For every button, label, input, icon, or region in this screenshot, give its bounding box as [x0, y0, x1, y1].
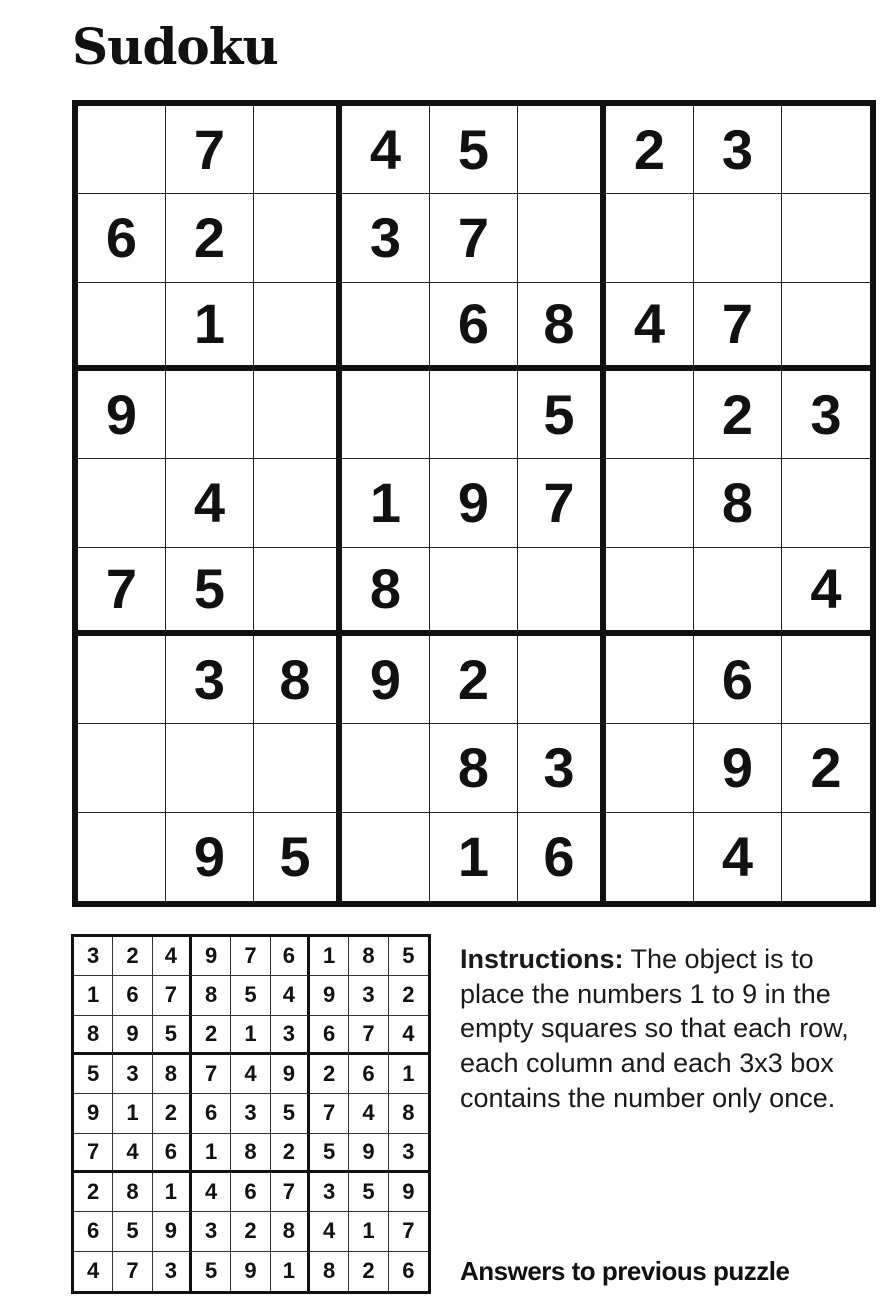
answer-cell: 1 — [271, 1252, 310, 1291]
sudoku-cell[interactable] — [342, 371, 430, 459]
sudoku-cell: 8 — [430, 724, 518, 812]
answer-cell: 6 — [153, 1134, 192, 1173]
sudoku-cell[interactable] — [782, 194, 870, 282]
answer-cell: 1 — [74, 976, 113, 1015]
answer-cell: 9 — [349, 1134, 388, 1173]
sudoku-cell[interactable] — [518, 636, 606, 724]
answer-cell: 9 — [231, 1252, 270, 1291]
answer-cell: 1 — [389, 1055, 428, 1094]
answer-cell: 7 — [113, 1252, 152, 1291]
sudoku-cell: 7 — [430, 194, 518, 282]
answer-cell: 3 — [271, 1016, 310, 1055]
answer-cell: 6 — [113, 976, 152, 1015]
sudoku-cell[interactable] — [342, 813, 430, 901]
sudoku-cell[interactable] — [606, 459, 694, 547]
sudoku-cell[interactable] — [254, 459, 342, 547]
answer-cell: 2 — [271, 1134, 310, 1173]
sudoku-cell[interactable] — [430, 371, 518, 459]
sudoku-cell[interactable] — [342, 724, 430, 812]
answer-cell: 7 — [153, 976, 192, 1015]
sudoku-cell: 9 — [342, 636, 430, 724]
sudoku-cell: 4 — [166, 459, 254, 547]
sudoku-cell: 9 — [430, 459, 518, 547]
sudoku-cell[interactable] — [254, 106, 342, 194]
sudoku-cell: 3 — [694, 106, 782, 194]
sudoku-cell: 6 — [78, 194, 166, 282]
answer-cell: 2 — [153, 1094, 192, 1133]
sudoku-cell[interactable] — [78, 459, 166, 547]
sudoku-cell[interactable] — [606, 371, 694, 459]
sudoku-cell[interactable] — [254, 724, 342, 812]
sudoku-cell: 7 — [166, 106, 254, 194]
puzzle-title: Sudoku — [72, 17, 278, 76]
sudoku-cell[interactable] — [78, 813, 166, 901]
answer-cell: 6 — [231, 1173, 270, 1212]
answer-cell: 4 — [74, 1252, 113, 1291]
sudoku-cell[interactable] — [78, 283, 166, 371]
sudoku-cell[interactable] — [606, 548, 694, 636]
sudoku-cell[interactable] — [166, 724, 254, 812]
answer-cell: 5 — [389, 937, 428, 976]
sudoku-cell: 8 — [518, 283, 606, 371]
answer-cell: 4 — [192, 1173, 231, 1212]
answer-cell: 4 — [389, 1016, 428, 1055]
answer-cell: 7 — [349, 1016, 388, 1055]
answer-cell: 4 — [113, 1134, 152, 1173]
sudoku-cell: 2 — [694, 371, 782, 459]
sudoku-cell: 8 — [694, 459, 782, 547]
sudoku-cell[interactable] — [78, 106, 166, 194]
sudoku-cell: 5 — [430, 106, 518, 194]
answer-cell: 5 — [74, 1055, 113, 1094]
instructions-label: Instructions: — [460, 944, 624, 974]
answer-cell: 9 — [153, 1212, 192, 1251]
answer-cell: 6 — [192, 1094, 231, 1133]
answer-cell: 3 — [231, 1094, 270, 1133]
answer-cell: 7 — [231, 937, 270, 976]
sudoku-cell[interactable] — [254, 194, 342, 282]
sudoku-cell: 8 — [254, 636, 342, 724]
sudoku-cell: 8 — [342, 548, 430, 636]
answer-cell: 1 — [153, 1173, 192, 1212]
answer-cell: 2 — [310, 1055, 349, 1094]
sudoku-cell: 1 — [342, 459, 430, 547]
sudoku-cell[interactable] — [782, 283, 870, 371]
sudoku-cell[interactable] — [430, 548, 518, 636]
answer-cell: 6 — [74, 1212, 113, 1251]
sudoku-cell: 7 — [78, 548, 166, 636]
answer-cell: 5 — [271, 1094, 310, 1133]
sudoku-cell[interactable] — [606, 724, 694, 812]
answer-cell: 9 — [389, 1173, 428, 1212]
answer-cell: 9 — [310, 976, 349, 1015]
sudoku-cell: 4 — [782, 548, 870, 636]
answer-cell: 9 — [192, 937, 231, 976]
answer-cell: 6 — [402, 1258, 415, 1284]
answer-cell: 2 — [231, 1212, 270, 1251]
sudoku-cell: 2 — [606, 106, 694, 194]
sudoku-cell[interactable] — [782, 459, 870, 547]
instructions-body: The object is to place the numbers 1 to 9 in the empty squares so that each row, each column and each 3x3 box contains the number only once. — [460, 944, 849, 1113]
answer-cell: 8 — [153, 1055, 192, 1094]
sudoku-cell[interactable] — [518, 194, 606, 282]
sudoku-cell: 4 — [342, 106, 430, 194]
sudoku-cell: 5 — [254, 813, 342, 901]
sudoku-cell: 6 — [518, 813, 606, 901]
sudoku-cell: 7 — [518, 459, 606, 547]
answer-cell: 6 — [349, 1055, 388, 1094]
sudoku-cell: 7 — [694, 283, 782, 371]
answer-cell: 4 — [271, 976, 310, 1015]
answer-cell: 8 — [349, 937, 388, 976]
sudoku-cell[interactable] — [518, 548, 606, 636]
sudoku-cell: 3 — [342, 194, 430, 282]
sudoku-cell: 2 — [430, 636, 518, 724]
sudoku-cell[interactable] — [606, 194, 694, 282]
answer-cell: 1 — [349, 1212, 388, 1251]
answer-cell: 1 — [310, 937, 349, 976]
answer-cell: 8 — [389, 1094, 428, 1133]
answer-cell: 1 — [231, 1016, 270, 1055]
answer-cell: 2 — [74, 1173, 113, 1212]
answer-cell: 7 — [271, 1173, 310, 1212]
sudoku-cell[interactable] — [782, 636, 870, 724]
sudoku-cell[interactable] — [254, 548, 342, 636]
sudoku-cell: 5 — [518, 371, 606, 459]
previous-answer-grid — [71, 934, 431, 1294]
answer-cell: 6 — [271, 937, 310, 976]
answer-cell: 9 — [113, 1016, 152, 1055]
answer-cell: 4 — [153, 937, 192, 976]
sudoku-cell[interactable] — [606, 813, 694, 901]
answer-cell: 8 — [271, 1212, 310, 1251]
answer-cell: 7 — [192, 1055, 231, 1094]
sudoku-cell[interactable] — [782, 813, 870, 901]
sudoku-cell[interactable] — [78, 636, 166, 724]
answer-cell: 5 — [153, 1016, 192, 1055]
answer-cell: 2 — [113, 937, 152, 976]
answer-cell: 7 — [310, 1094, 349, 1133]
answer-cell: 9 — [74, 1094, 113, 1133]
sudoku-cell: 6 — [430, 283, 518, 371]
answer-cell: 4 — [349, 1094, 388, 1133]
sudoku-grid — [72, 100, 876, 907]
sudoku-cell: 9 — [694, 724, 782, 812]
sudoku-cell[interactable] — [342, 283, 430, 371]
answer-cell: 5 — [192, 1252, 231, 1291]
sudoku-cell: 2 — [166, 194, 254, 282]
sudoku-cell: 5 — [166, 548, 254, 636]
sudoku-cell: 1 — [166, 283, 254, 371]
answer-cell: 3 — [113, 1055, 152, 1094]
answer-cell: 7 — [389, 1212, 428, 1251]
answer-cell: 4 — [231, 1055, 270, 1094]
answer-cell: 2 — [349, 1252, 388, 1291]
sudoku-cell[interactable] — [254, 371, 342, 459]
answer-cell: 9 — [271, 1055, 310, 1094]
answer-cell: 3 — [389, 1134, 428, 1173]
answers-caption: Answers to previous puzzle — [460, 1256, 790, 1286]
answer-cell: 5 — [349, 1173, 388, 1212]
sudoku-cell: 4 — [606, 283, 694, 371]
answer-cell: 1 — [192, 1134, 231, 1173]
answer-cell: 3 — [349, 976, 388, 1015]
sudoku-cell: 3 — [518, 724, 606, 812]
answer-cell: 8 — [310, 1252, 349, 1291]
answer-cell: 8 — [192, 976, 231, 1015]
answer-cell: 8 — [113, 1173, 152, 1212]
answer-cell: 3 — [310, 1173, 349, 1212]
answer-cell: 2 — [389, 976, 428, 1015]
sudoku-cell[interactable] — [518, 106, 606, 194]
answer-cell: 8 — [231, 1134, 270, 1173]
answer-cell: 6 — [310, 1016, 349, 1055]
sudoku-cell[interactable] — [782, 106, 870, 194]
sudoku-cell: 9 — [78, 371, 166, 459]
answer-cell: 7 — [74, 1134, 113, 1173]
sudoku-cell[interactable] — [606, 636, 694, 724]
answer-cell: 5 — [113, 1212, 152, 1251]
answer-cell: 8 — [74, 1016, 113, 1055]
sudoku-cell: 4 — [694, 813, 782, 901]
answer-cell: 5 — [310, 1134, 349, 1173]
sudoku-cell: 6 — [694, 636, 782, 724]
sudoku-cell[interactable] — [254, 283, 342, 371]
sudoku-cell: 9 — [166, 813, 254, 901]
answer-cell: 1 — [113, 1094, 152, 1133]
sudoku-cell[interactable] — [694, 548, 782, 636]
sudoku-cell: 1 — [430, 813, 518, 901]
instructions-text — [460, 942, 850, 1116]
sudoku-cell: 3 — [166, 636, 254, 724]
answer-cell: 2 — [192, 1016, 231, 1055]
sudoku-cell[interactable] — [694, 194, 782, 282]
answer-cell: 5 — [231, 976, 270, 1015]
sudoku-cell: 3 — [782, 371, 870, 459]
answer-cell: 4 — [310, 1212, 349, 1251]
sudoku-cell[interactable] — [166, 371, 254, 459]
sudoku-cell: 2 — [782, 724, 870, 812]
answer-cell: 3 — [74, 937, 113, 976]
answer-cell: 3 — [153, 1252, 192, 1291]
answer-cell: 3 — [192, 1212, 231, 1251]
sudoku-cell[interactable] — [78, 724, 166, 812]
